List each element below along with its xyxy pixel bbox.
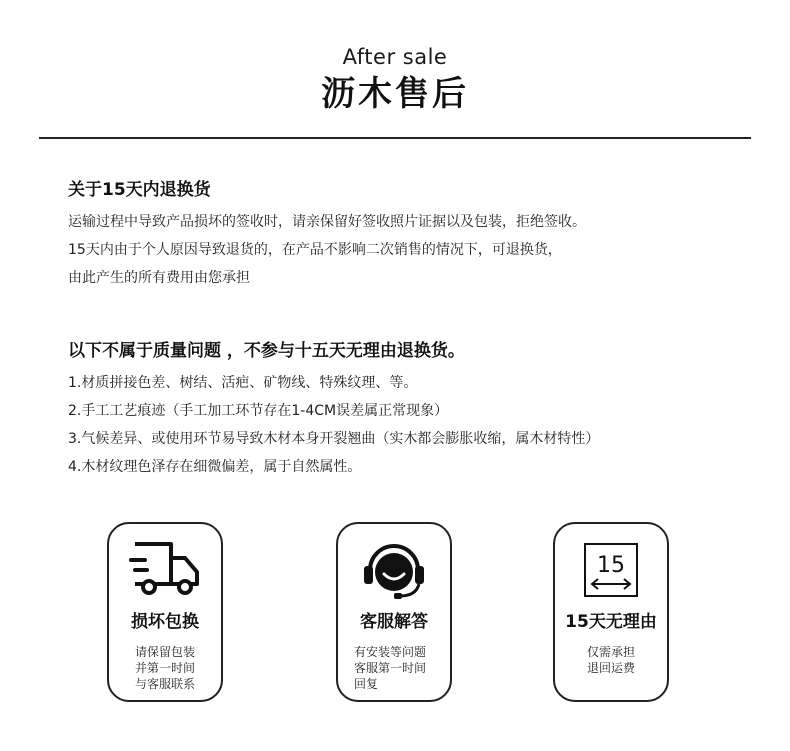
card-desc-line: 客服第一时间	[354, 661, 427, 675]
header-divider	[39, 137, 751, 139]
customer-service-card	[336, 522, 452, 702]
issue-line: 4.木材纹理色泽存在细微偏差，属于自然属性。	[68, 459, 362, 475]
card-title: 损坏包换	[131, 612, 199, 632]
policy-line: 15天内由于个人原因导致退货的，在产品不影响二次销售的情况下，可退换货，	[68, 242, 562, 258]
fifteen-day-return-card	[553, 522, 669, 702]
english-title: After sale	[342, 45, 448, 69]
return-policy-section	[68, 178, 758, 292]
policy-line: 运输过程中导致产品损坏的签收时，请亲保留好签收照片证据以及包装，拒绝签收。	[68, 214, 586, 230]
card-desc-line: 与客服联系	[134, 677, 195, 691]
non-quality-issues-section	[68, 339, 758, 481]
issue-line: 1.材质拼接色差、树结、活疤、矿物线、特殊纹理、等。	[68, 375, 418, 391]
customer-service-headset-icon	[358, 540, 430, 604]
card-desc-line: 退回运费	[586, 661, 635, 675]
card-desc-line: 请保留包装	[134, 645, 195, 659]
policy-line: 由此产生的所有费用由您承担	[68, 270, 250, 286]
card-title: 15天无理由	[565, 612, 657, 632]
page-header	[0, 44, 790, 116]
card-description	[109, 644, 221, 692]
card-title: 客服解答	[360, 612, 428, 632]
chinese-title: 沥木售后	[321, 74, 469, 114]
calendar-number: 15	[597, 553, 625, 578]
section-title: 以下不属于质量问题 ，不参与十五天无理由退换货。	[68, 341, 465, 361]
delivery-truck-icon	[127, 540, 203, 600]
calendar-15-days-icon	[581, 540, 641, 602]
section-title: 关于15天内退换货	[68, 180, 211, 200]
card-desc-line: 回复	[354, 677, 379, 691]
card-desc-line: 仅需承担	[586, 645, 635, 659]
card-description	[354, 644, 444, 692]
issue-line: 3.气候差异、或使用环节易导致木材本身开裂翘曲（实木都会膨胀收缩，属木材特性）	[68, 431, 600, 447]
card-description	[555, 644, 667, 676]
damage-replacement-card	[107, 522, 223, 702]
card-desc-line: 有安装等问题	[354, 645, 427, 659]
issue-line: 2.手工工艺痕迹（手工加工环节存在1-4CM误差属正常现象）	[68, 403, 449, 419]
card-desc-line: 并第一时间	[134, 661, 195, 675]
